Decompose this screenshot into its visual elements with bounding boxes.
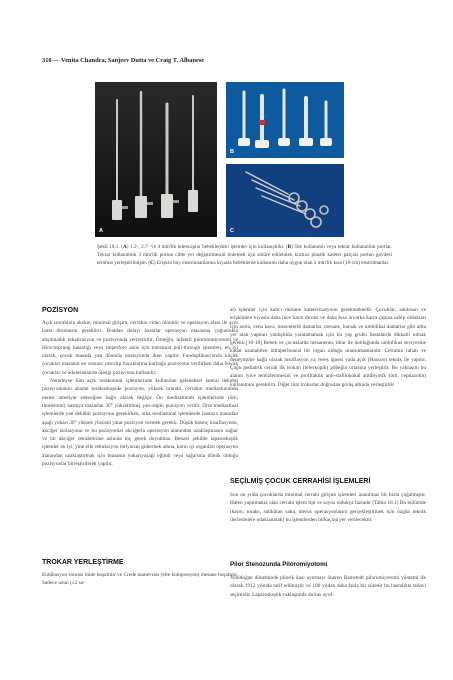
section-heading-pozisyon: POZİSYON [42, 307, 79, 314]
paragraph: Son on yılda çocuklarda minimal cerrahi girişim işlemleri inanılmaz bir hızla çoğalmıştır. Halen yapılmakta olan cerrahi işlem tipi ve sayısı oldukça fazladır (Tablo 18.1) Bu bölümde (karın, toraks, subkütan saha, üterus operasyonlarını gerçekleştirmek için özgün teknik ilerlemelere odaklanarak) bu işlemlerden birkaçına yer verilecektir. [230, 492, 426, 523]
caption-text: Şekil 18.1. ( [97, 244, 123, 250]
paragraph: Açık cerrahinin aksine, minimal girişim, cerrahın video monitör ve operasyon alanı ile aynı hatta durmasını gerektirir. Bundan dolayı hastalar operasyon masasına çoğunlukla alışılmadık lokalizasyon ve pozisyonda yerleştirilir. Örneğin, infantil pilorotomiyotomi ve Hirschsprung hastalığı veya imperfore anüs için intestinal pull-through işlemleri, en iyi olarak, çocuk masada yan dönmüş pozisyonda iken yapılır. Fundoplikasyonda küçük çocuklar masanın en sonuna yatırılıp bacaklarına kurbağa pozisyonu verilirken daha büyük çocuklar ve adolesanlarda öjengi pozisyonu kullanılır. [42, 320, 238, 376]
left-column-body-2 [42, 571, 238, 588]
right-column-body-3 [230, 574, 426, 599]
paragraph: at) işlemler için kalıcı mesane kateterizasyonu gerekmektedir. Çocuklar, adolesan ve erişkinlere kıyasla daha ince karın duvarı ve daha kısa ön-arka karın çapına sahip oldukları için aorta, vena kava, mezenterik damarlar, mesane, barsak ve umbilikal damarlar gibi altta yer alan yapıları yanlışlıkla yaralamamak için bu yaş grubu hastalarda dikkatli olmak gerekir.[16-18] Bebek ve çocuklarda mesanenin, idrar ile dolduğunda umbilikus seviyesine kadar uzanabilen intraperitoneal bir organ olduğu unutulmamalıdır. Cerrahın rahatı ve deneyimine bağlı olarak insuflasyon ya vereş iğnesi yada açık (Hasson) teknik ile yapılır. Çoğu pediatrik cerrah ilk trokarı (teleskopik) göbeğin ortasına yerleştirir. Bu yaklaşım bu alanın iyice temizlenmesini ve profilaktik anti-stafilokokal antibiyotik (örn, cephazolin) kullanımını gerektirir. Diğer tüm trokarlar doğrudan görüş altında yerleştirilir. [230, 307, 426, 388]
right-column-body [230, 306, 426, 389]
caption-panel-ref: A [122, 244, 127, 250]
caption-panel-ref: B [287, 244, 292, 250]
caption-text: ) 1.2-, 2.7- ve 4 mm'lik teleskoplar bebeklerdeki işlemler için kullanışlıdır. ( [126, 244, 288, 250]
section-heading-trokar: TROKAR YERLEŞTİRME [42, 559, 124, 566]
figure-caption [97, 243, 392, 268]
running-header: 310 — Venita Chandra, Sanjeev Dutta ve Craig T. Albanese [42, 57, 205, 64]
subsection-heading-pilor: Pilor Stenozunda Piloromiyotomi [230, 561, 328, 568]
caption-panel-ref: C [150, 260, 154, 267]
section-heading-secilmis: SEÇİLMİŞ ÇOCUK CERRAHİSİ İŞLEMLERİ [230, 478, 371, 485]
panel-label-a: A [99, 228, 103, 234]
figure-photo-b [226, 82, 344, 158]
figure-photo-c [226, 164, 344, 237]
panel-label-b: B [230, 149, 234, 155]
panel-label-c: C [230, 228, 234, 234]
left-column-body [42, 319, 238, 468]
paragraph: Neredeyse tüm açık torakotomi işlemlerinde kullanılan geleneksel lateral dekubit pozisyonunun aksine torakoskopide pozisyon, yüksek oranda, cerrahın mediastinumda neresi ameliyat edeceğine bağlı olarak değişir. Ön mediastinum işlemlerinde (örn, timektomi) hastaya masadan 30° yükseltilmiş yarı-süpin pozisyon verilir. Orta mediastinal işlemlerde yan dekübit pozisyonu gerekirken, arka mediastinal işlemlerde hastaya masadan aşağı yukarı 30° yüksek yüzüstü yatar pozisyon vermek gerekir. Düşük basınç insuflasyonu, akciğer izolasyonu ve bu pozisyonlar akciğerin operasyon alanından uzaklaşmasını sağlar ve bir akciğer retraktörüne aslında hiç gerek duyulmaz. Benzer şekilde laparoskopik işlemler en iyi, yine elle retraksiyon ihtiyacını gidermek adına, karın içi organları operasyon alanından uzaklaştırmak için masanın yukarıyaşağı eğimli veya sağa/sola dönük olduğu pozisyonlar birleştirilerek yapılır. [42, 378, 238, 468]
figure-photo-a [95, 82, 217, 237]
caption-text: ) Erişkin boy enstrümanlarına kıyasla bebeklerde kullanımı daha uygun olan 3 mm'lik kısa (18-cm) enstrümanlar. [153, 260, 390, 267]
right-column-body-2 [230, 491, 426, 524]
paragraph: Yenidoğan döneminde pilorik kası ayırmayı öneren Ramstedt piloromiyotomi yöntemi ilk olarak 1912 yılında tarif edilmiştir ve 100 yıldan daha fazla bir süredir bu hastalıkta tedavi seçimidir. Laparoskopik yaklaşımda da kas ayrıl- [230, 575, 426, 598]
instruments-illustration [226, 164, 344, 237]
paragraph: Entübasyon sonrası mide boşaltılır ve Crede manevrası (elle kompresyon) mesane boşaltılır. Sadece uzun (≥2 sa- [42, 572, 238, 587]
caption-text: ) Tek kullanımlı veya tekrar kullanımlık portlar. Tekrar kullanımlık 3 mm'lik portun ciltte yer değiştirmesini önlemek için sütüre edilebilen kırmızı plastik kateter parçası portun gövdesi etrafına yerleştirilmiştir. ( [97, 244, 392, 267]
ports-illustration [226, 82, 344, 158]
telescopes-illustration [95, 82, 217, 237]
